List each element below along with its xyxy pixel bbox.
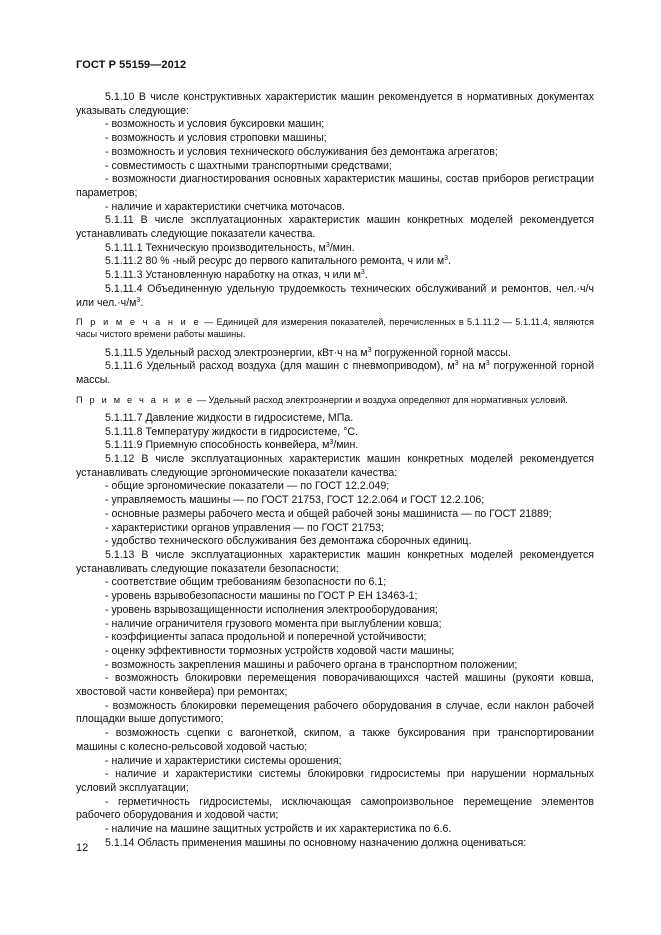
- superscript: 3: [329, 439, 334, 447]
- paragraph-text: - возможность закрепления машины и рабочего органа в транспортном положении;: [105, 658, 518, 671]
- paragraph: [76, 755, 594, 769]
- paragraph: [76, 768, 594, 795]
- paragraph-text: - наличие и характеристики счетчика моточасов.: [105, 200, 345, 213]
- paragraph: [76, 242, 594, 256]
- paragraph-text: - управляемость машины — по ГОСТ 21753, ГОСТ 12.2.064 и ГОСТ 12.2.106;: [105, 494, 485, 507]
- paragraph: [76, 659, 594, 673]
- paragraph-text: - возможность блокировки перемещения рабочего оборудования в случае, если наклон рабочей площадки выше допустимого;: [76, 699, 594, 726]
- paragraph-text: 5.1.11.6 Удельный расход воздуха (для машин с пневмоприводом), м: [105, 360, 455, 373]
- paragraph: [76, 508, 594, 522]
- paragraph-text: погруженной горной массы.: [371, 346, 511, 359]
- paragraph: [76, 426, 594, 440]
- paragraph-text: 5.1.11 В числе эксплуатационных характеристик машин конкретных моделей рекомендуется устанавливать следующие показатели качества.: [76, 214, 594, 241]
- paragraph-text: 5.1.12 В числе эксплуатационных характеристик машин конкретных моделей рекомендуется устанавливать следующие эргономические показатели качества:: [76, 453, 594, 479]
- superscript: 3: [325, 241, 330, 249]
- paragraph-text: - наличие ограничителя грузового момента при выглублении ковша;: [105, 617, 442, 630]
- paragraph-text: /мин.: [329, 241, 355, 254]
- paragraph: [76, 535, 594, 549]
- paragraph: [76, 645, 594, 659]
- paragraph-text: 5.1.11.1 Техническую производительность, м: [105, 241, 326, 254]
- paragraph-text: 5.1.11.8 Температуру жидкости в гидросистеме, °С.: [105, 425, 359, 438]
- document-header: ГОСТ Р 55159—2012: [76, 59, 187, 71]
- superscript: 3: [454, 360, 459, 368]
- paragraph: [76, 796, 594, 823]
- superscript: 3: [444, 255, 449, 263]
- paragraph-text: - герметичность гидросистемы, исключающая самопроизвольное перемещение элементов рабочего оборудования и ходовой части;: [76, 795, 594, 822]
- paragraph-text: - характеристики органов управления — по ГОСТ 21753;: [105, 521, 385, 534]
- paragraph: [76, 347, 594, 361]
- paragraph-text: - соответствие общим требованиям безопасности по 6.1;: [105, 576, 387, 589]
- paragraph: [76, 727, 594, 754]
- paragraph: [76, 590, 594, 604]
- paragraph: [76, 576, 594, 590]
- superscript: 3: [367, 346, 372, 354]
- paragraph-text: — Удельный расход электроэнергии и воздуха определяют для нормативных условий.: [194, 394, 568, 405]
- paragraph-text: 5.1.11.7 Давление жидкости в гидросистеме, МПа.: [105, 411, 354, 424]
- paragraph: [76, 91, 594, 118]
- superscript: 3: [485, 360, 490, 368]
- paragraph-text: - возможность и условия буксировки машин;: [105, 118, 325, 131]
- paragraph-text: - наличие и характеристики системы орошения;: [105, 754, 342, 767]
- paragraph-text: 5.1.13 В числе эксплуатационных характеристик машин конкретных моделей рекомендуется устанавливать следующие показатели безопасности:: [76, 549, 594, 575]
- paragraph-text: 5.1.11.9 Приемную способность конвейера, м: [105, 439, 330, 452]
- paragraph: [76, 522, 594, 536]
- paragraph: [76, 604, 594, 618]
- paragraph-text: .: [448, 255, 452, 268]
- superscript: 3: [136, 296, 141, 304]
- paragraph: [76, 255, 594, 269]
- paragraph: [76, 283, 594, 310]
- paragraph-text: .: [140, 296, 144, 309]
- paragraph: [76, 146, 594, 160]
- paragraph-text: - общие эргономические показатели — по ГОСТ 12.2.049;: [105, 480, 390, 493]
- paragraph: [76, 480, 594, 494]
- paragraph-text: - уровень взрывобезопасности машины по ГОСТ Р ЕН 13463-1;: [105, 590, 418, 603]
- paragraph-text: 5.1.10 В числе конструктивных характеристик машин рекомендуется в нормативных документах указывать следующие:: [76, 91, 594, 117]
- paragraph-text: 5.1.11.4 Объединенную удельную трудоемкость технических обслуживаний и ремонтов, чел.·ч/ч или чел.·ч/м: [76, 282, 594, 309]
- paragraph: [76, 173, 594, 200]
- paragraph-text: - возможность сцепки с вагонеткой, скипом, а также буксирования при транспортировании машины с колесно-рельсовой ходовой частью;: [76, 727, 594, 753]
- paragraph: [76, 439, 594, 453]
- paragraph: [76, 823, 594, 837]
- paragraph-text: .: [364, 269, 368, 282]
- paragraph-text: - уровень взрывозащищенности исполнения электрооборудования;: [105, 603, 438, 616]
- note-paragraph: [76, 316, 594, 340]
- paragraph-text: - наличие на машине защитных устройств и их характеристика по 6.6.: [105, 823, 452, 836]
- paragraph-text: - наличие и характеристики системы блокировки гидросистемы при нарушении нормальных условий эксплуатации;: [76, 768, 594, 794]
- paragraph-text: - возможность и условия строповки машины;: [105, 132, 327, 145]
- paragraph-text: — Единицей для измерения показателей, перечисленных в 5.1.11.2 — 5.1.11.4, являются часы чистого времени работы машины.: [76, 317, 594, 340]
- paragraph-text: 5.1.11.3 Установленную наработку на отказ, ч или м: [105, 269, 361, 282]
- paragraph: [76, 269, 594, 283]
- paragraph-text: 5.1.11.5 Удельный расход электроэнергии, кВт·ч на м: [105, 346, 368, 359]
- document-body: [76, 91, 594, 850]
- paragraph-text: погруженной горной массы.: [76, 360, 594, 387]
- paragraph-text: /мин.: [333, 439, 359, 452]
- paragraph-text: 5.1.14 Область применения машины по основному назначению должна оцениваться:: [105, 836, 527, 849]
- paragraph-text: - коэффициенты запаса продольной и поперечной устойчивости;: [105, 631, 427, 644]
- paragraph-text: - совместимость с шахтными транспортными средствами;: [105, 159, 392, 172]
- paragraph: [76, 494, 594, 508]
- paragraph: [76, 132, 594, 146]
- note-paragraph: [76, 394, 594, 406]
- paragraph: [76, 453, 594, 480]
- paragraph-text: - возможность и условия технического обслуживания без демонтажа агрегатов;: [105, 145, 498, 158]
- paragraph: [76, 214, 594, 241]
- superscript: 3: [360, 269, 365, 277]
- paragraph-text: - возможности диагностирования основных характеристик машины, состав приборов регистрации параметров;: [76, 173, 594, 199]
- paragraph: [76, 118, 594, 132]
- paragraph: [76, 837, 594, 851]
- note-label: П р и м е ч а н и е: [76, 394, 195, 405]
- paragraph-text: - оценку эффективности тормозных устройств ходовой части машины;: [105, 644, 455, 657]
- paragraph: [76, 360, 594, 387]
- paragraph-text: 5.1.11.2 80 % -ный ресурс до первого капитального ремонта, ч или м: [105, 255, 445, 268]
- paragraph: [76, 618, 594, 632]
- paragraph: [76, 700, 594, 727]
- paragraph: [76, 549, 594, 576]
- paragraph-text: - удобство технического обслуживания без демонтажа сборочных единиц.: [105, 535, 472, 548]
- paragraph-text: - основные размеры рабочего места и общей рабочей зоны машиниста — по ГОСТ 21889;: [105, 507, 552, 520]
- paragraph: [76, 160, 594, 174]
- paragraph-text: - возможность блокировки перемещения поворачивающихся частей машины (рукояти ковша, хвостовой части конвейера) при ремонтах;: [76, 672, 594, 699]
- paragraph: [76, 631, 594, 645]
- paragraph-text: на м: [458, 360, 486, 373]
- page-number: 12: [76, 842, 89, 854]
- note-label: П р и м е ч а н и е: [76, 317, 201, 328]
- paragraph: [76, 412, 594, 426]
- paragraph: [76, 201, 594, 215]
- paragraph: [76, 672, 594, 699]
